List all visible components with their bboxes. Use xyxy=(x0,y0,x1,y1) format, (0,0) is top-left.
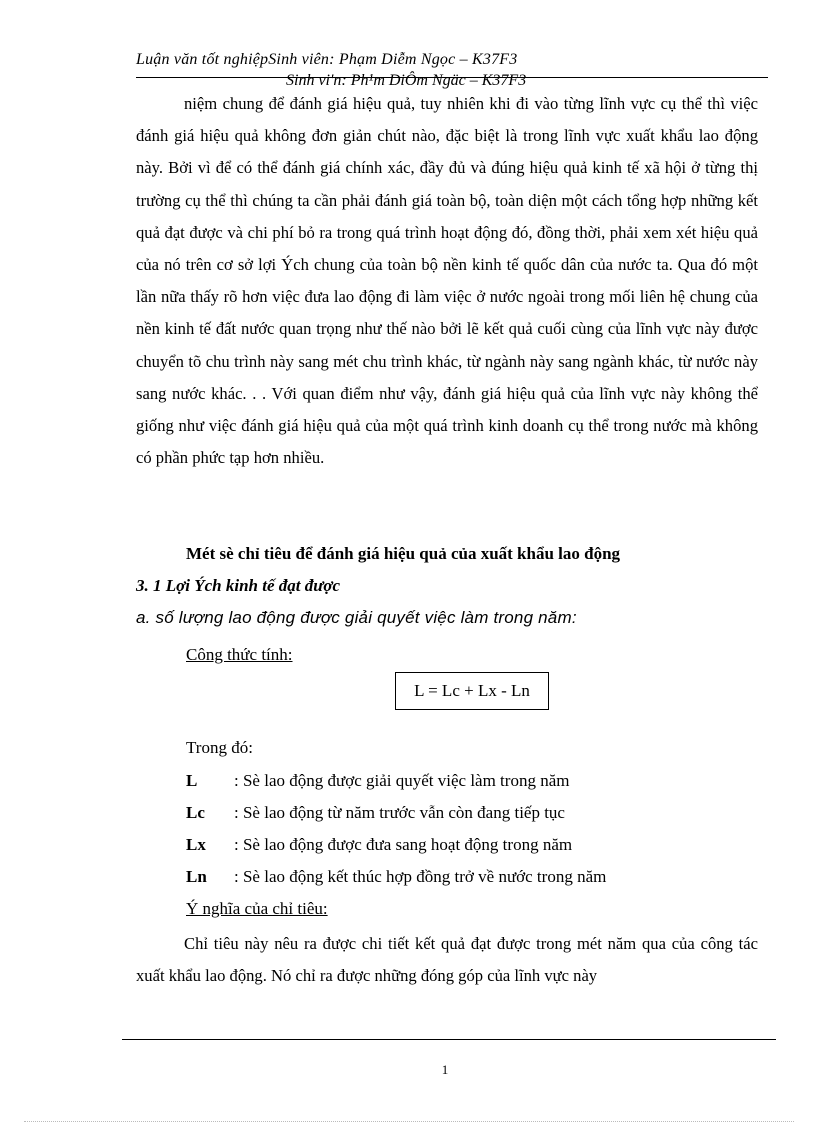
formula-box xyxy=(395,672,549,710)
page-edge xyxy=(24,1121,794,1122)
definition-symbol: Ln xyxy=(186,867,207,886)
definition-row xyxy=(186,867,606,887)
definition-symbol: Lc xyxy=(186,803,205,822)
definition-text: : Sè lao động được đưa sang hoạt động trong năm xyxy=(234,835,573,854)
section-heading: Mét sè chỉ tiêu để đánh giá hiệu quả của xuất khẩu lao động xyxy=(186,544,621,563)
header-subtitle: Sinh vi'n: Ph¹m DiÔm Ngäc – K37F3 xyxy=(286,72,527,89)
definition-row xyxy=(186,771,569,791)
definition-row xyxy=(186,835,572,855)
item-a-heading: a. số lượng lao động được giải quyết việc làm trong năm: xyxy=(136,608,577,627)
meaning-label: Ý nghĩa của chỉ tiêu: xyxy=(186,899,328,918)
definition-symbol: L xyxy=(186,771,198,790)
page-header xyxy=(136,47,768,87)
where-label: Trong đó: xyxy=(186,738,253,757)
definition-symbol: Lx xyxy=(186,835,206,854)
definition-row xyxy=(186,803,565,823)
header-title: Luận văn tốt nghiệpSinh viên: Phạm Diễm Ngọc – K37F3 xyxy=(136,51,518,68)
body-paragraph: niệm chung để đánh giá hiệu quả, tuy nhiên khi đi vào từng lĩnh vực cụ thể thì việc đánh giá hiệu quả không đơn giản chút nào, đặc biệt là trong lĩnh vực xuất khẩu lao động này. Bởi vì để có thể đánh giá chính xác, đầy đủ và đúng hiệu quả kinh tế xã hội ở từng thị trường cụ thể thì chúng ta cần phải đánh giá toàn bộ, toàn diện một cách tổng hợp những kết quả đạt được và chi phí bỏ ra trong quá trình hoạt động đó, đồng thời, phải xem xét hiệu quả của nó trên cơ sở lợi Ých chung của toàn bộ nền kinh tế quốc dân của nước ta. Qua đó một lần nữa thấy rõ hơn việc đưa lao động đi làm việc ở nước ngoài trong mối liên hệ chung của nền kinh tế đất nước quan trọng như thế nào bởi lẽ kết quả cuối cùng của lĩnh vực này được chuyển tõ chu trình này sang mét chu trình khác, từ ngành này sang ngành khác, từ nước này sang nước khác. . . Với quan điểm như vậy, đánh giá hiệu quả của lĩnh vực này không thể giống như việc đánh giá hiệu quả của một quá trình kinh doanh cụ thể trong nước mà không có phần phức tạp hơn nhiều. xyxy=(136,94,758,468)
definition-text: : Sè lao động được giải quyết việc làm trong năm xyxy=(234,771,570,790)
footer-rule xyxy=(122,1039,776,1040)
definition-text: : Sè lao động từ năm trước vẫn còn đang tiếp tục xyxy=(234,803,565,822)
formula-text: L = Lc + Lx - Ln xyxy=(414,681,530,700)
subsection-heading: 3. 1 Lợi Ých kinh tế đạt được xyxy=(136,576,341,595)
formula-label: Công thức tính: xyxy=(186,645,293,664)
closing-paragraph: Chỉ tiêu này nêu ra được chi tiết kết quả đạt được trong mét năm qua của công tác xuất khẩu lao động. Nó chỉ ra được những đóng góp của lĩnh vực này xyxy=(136,934,758,986)
closing-text xyxy=(136,928,758,992)
definition-text: : Sè lao động kết thúc hợp đồng trở về nước trong năm xyxy=(234,867,607,886)
page-number: 1 xyxy=(441,1062,449,1077)
body-text xyxy=(136,88,758,474)
